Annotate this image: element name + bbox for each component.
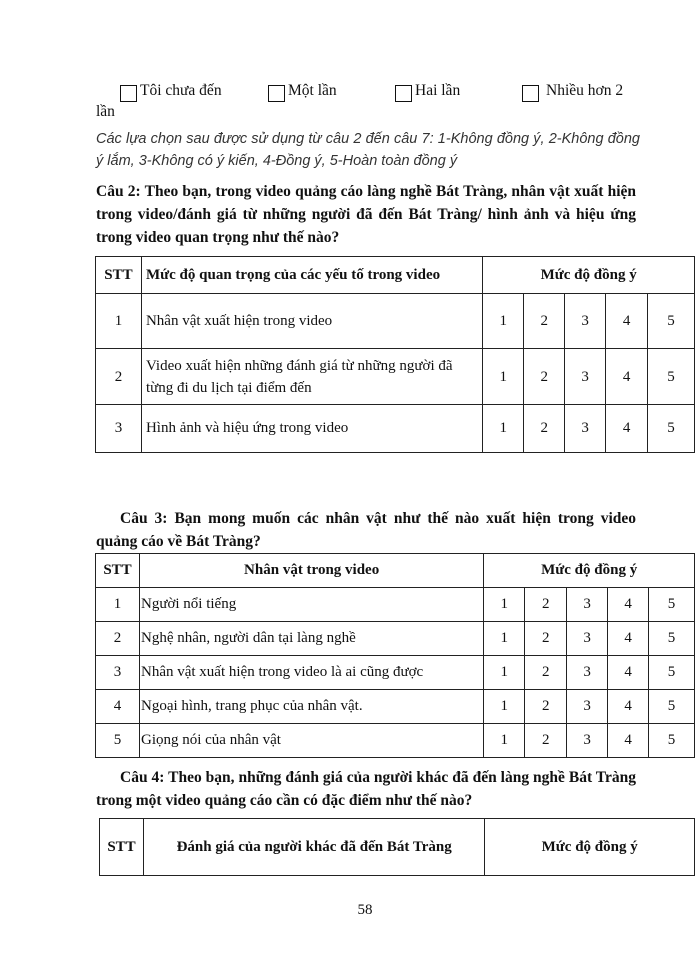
scale-option[interactable]: 2 [525,622,567,656]
table-header-row [100,819,695,876]
header-factor: Mức độ quan trọng của các yếu tố trong video [141,257,482,294]
checkbox[interactable] [522,85,539,102]
header-stt: STT [96,554,140,588]
scale-option[interactable]: 2 [525,588,567,622]
scale-option[interactable]: 5 [649,690,695,724]
scale-option[interactable]: 4 [608,622,649,656]
header-agreement: Mức độ đồng ý [485,819,695,876]
table-row: 3 Nhân vật xuất hiện trong video là ai cũng được 1 2 3 4 5 [96,656,695,690]
scale-option[interactable]: 5 [648,405,695,453]
option-twice[interactable]: Hai lần [395,82,460,102]
question-3-title: Câu 3: Bạn mong muốn các nhân vật như thế nào xuất hiện trong video quảng cáo về Bát Tràng? [96,510,636,550]
scale-option[interactable]: 2 [525,690,567,724]
scale-option[interactable]: 5 [649,588,695,622]
q1-options [96,82,636,106]
table-row: 2 Nghệ nhân, người dân tại làng nghề 1 2 3 4 5 [96,622,695,656]
checkbox[interactable] [120,85,137,102]
table-row: 3 Hình ảnh và hiệu ứng trong video 1 2 3 4 5 [96,405,695,453]
scale-option[interactable]: 2 [525,724,567,758]
header-stt: STT [96,257,142,294]
scale-option[interactable]: 3 [565,405,606,453]
scale-option[interactable]: 4 [606,294,648,349]
scale-option[interactable]: 1 [484,690,525,724]
page-number: 58 [357,902,373,918]
header-agreement: Mức độ đồng ý [484,554,695,588]
header-character: Nhân vật trong video [139,554,483,588]
table-row: 1 Nhân vật xuất hiện trong video 1 2 3 4 5 [96,294,695,349]
table-row: 5 Giọng nói của nhân vật 1 2 3 4 5 [96,724,695,758]
question-2-table [95,256,695,453]
option-not-visited[interactable]: Tôi chưa đến [120,82,222,102]
scale-option[interactable]: 5 [648,349,695,405]
question-3-table [95,553,695,758]
scale-note: Các lựa chọn sau được sử dụng từ câu 2 đến câu 7: 1-Không đồng ý, 2-Không đồng ý lắm, 3-Không có ý kiến, 4-Đồng ý, 5-Hoàn toàn đồng ý [96,131,640,169]
checkbox[interactable] [395,85,412,102]
scale-option[interactable]: 4 [608,724,649,758]
scale-option[interactable]: 3 [567,588,608,622]
scale-option[interactable]: 2 [525,656,567,690]
scale-option[interactable]: 5 [648,294,695,349]
scale-option[interactable]: 1 [483,349,524,405]
scale-option[interactable]: 4 [606,405,648,453]
scale-option[interactable]: 5 [649,622,695,656]
scale-option[interactable]: 3 [567,656,608,690]
header-stt: STT [100,819,144,876]
scale-option[interactable]: 4 [606,349,648,405]
scale-option[interactable]: 3 [565,349,606,405]
table-row: 2 Video xuất hiện những đánh giá từ những người đã từng đi du lịch tại điểm đến 1 2 3 4 5 [96,349,695,405]
scale-option[interactable]: 2 [524,405,565,453]
question-4-title: Câu 4: Theo bạn, những đánh giá của người khác đã đến làng nghề Bát Tràng trong một video quảng cáo cần có đặc điểm như thế nào? [96,769,636,809]
scale-option[interactable]: 2 [524,349,565,405]
table-header-row [96,257,695,294]
table-row: 4 Ngoại hình, trang phục của nhân vật. 1 2 3 4 5 [96,690,695,724]
scale-option[interactable]: 1 [484,588,525,622]
scale-option[interactable]: 4 [608,690,649,724]
scale-option[interactable]: 3 [567,622,608,656]
scale-option[interactable]: 3 [567,690,608,724]
scale-option[interactable]: 1 [484,622,525,656]
scale-option[interactable]: 1 [484,724,525,758]
header-agreement: Mức độ đồng ý [483,257,695,294]
scale-option[interactable]: 3 [565,294,606,349]
table-row: 1 Người nổi tiếng 1 2 3 4 5 [96,588,695,622]
scale-option[interactable]: 5 [649,656,695,690]
scale-option[interactable]: 1 [484,656,525,690]
option-wrap-text: lần [96,103,115,120]
question-2-title: Câu 2: Theo bạn, trong video quảng cáo làng nghề Bát Tràng, nhân vật xuất hiện trong video/đánh giá từ những người đã đến Bát Tràng/ hình ảnh và hiệu ứng trong video quan trọng như thế nào? [96,183,636,246]
scale-option[interactable]: 2 [524,294,565,349]
table-header-row [96,554,695,588]
question-4-table [99,818,695,876]
checkbox[interactable] [268,85,285,102]
scale-option[interactable]: 5 [649,724,695,758]
scale-option[interactable]: 4 [608,588,649,622]
scale-option[interactable]: 1 [483,405,524,453]
scale-option[interactable]: 1 [483,294,524,349]
option-once[interactable]: Một lần [268,82,337,102]
header-review: Đánh giá của người khác đã đến Bát Tràng [143,819,484,876]
scale-option[interactable]: 4 [608,656,649,690]
scale-option[interactable]: 3 [567,724,608,758]
option-more-than-two[interactable]: Nhiều hơn 2 [522,82,623,102]
